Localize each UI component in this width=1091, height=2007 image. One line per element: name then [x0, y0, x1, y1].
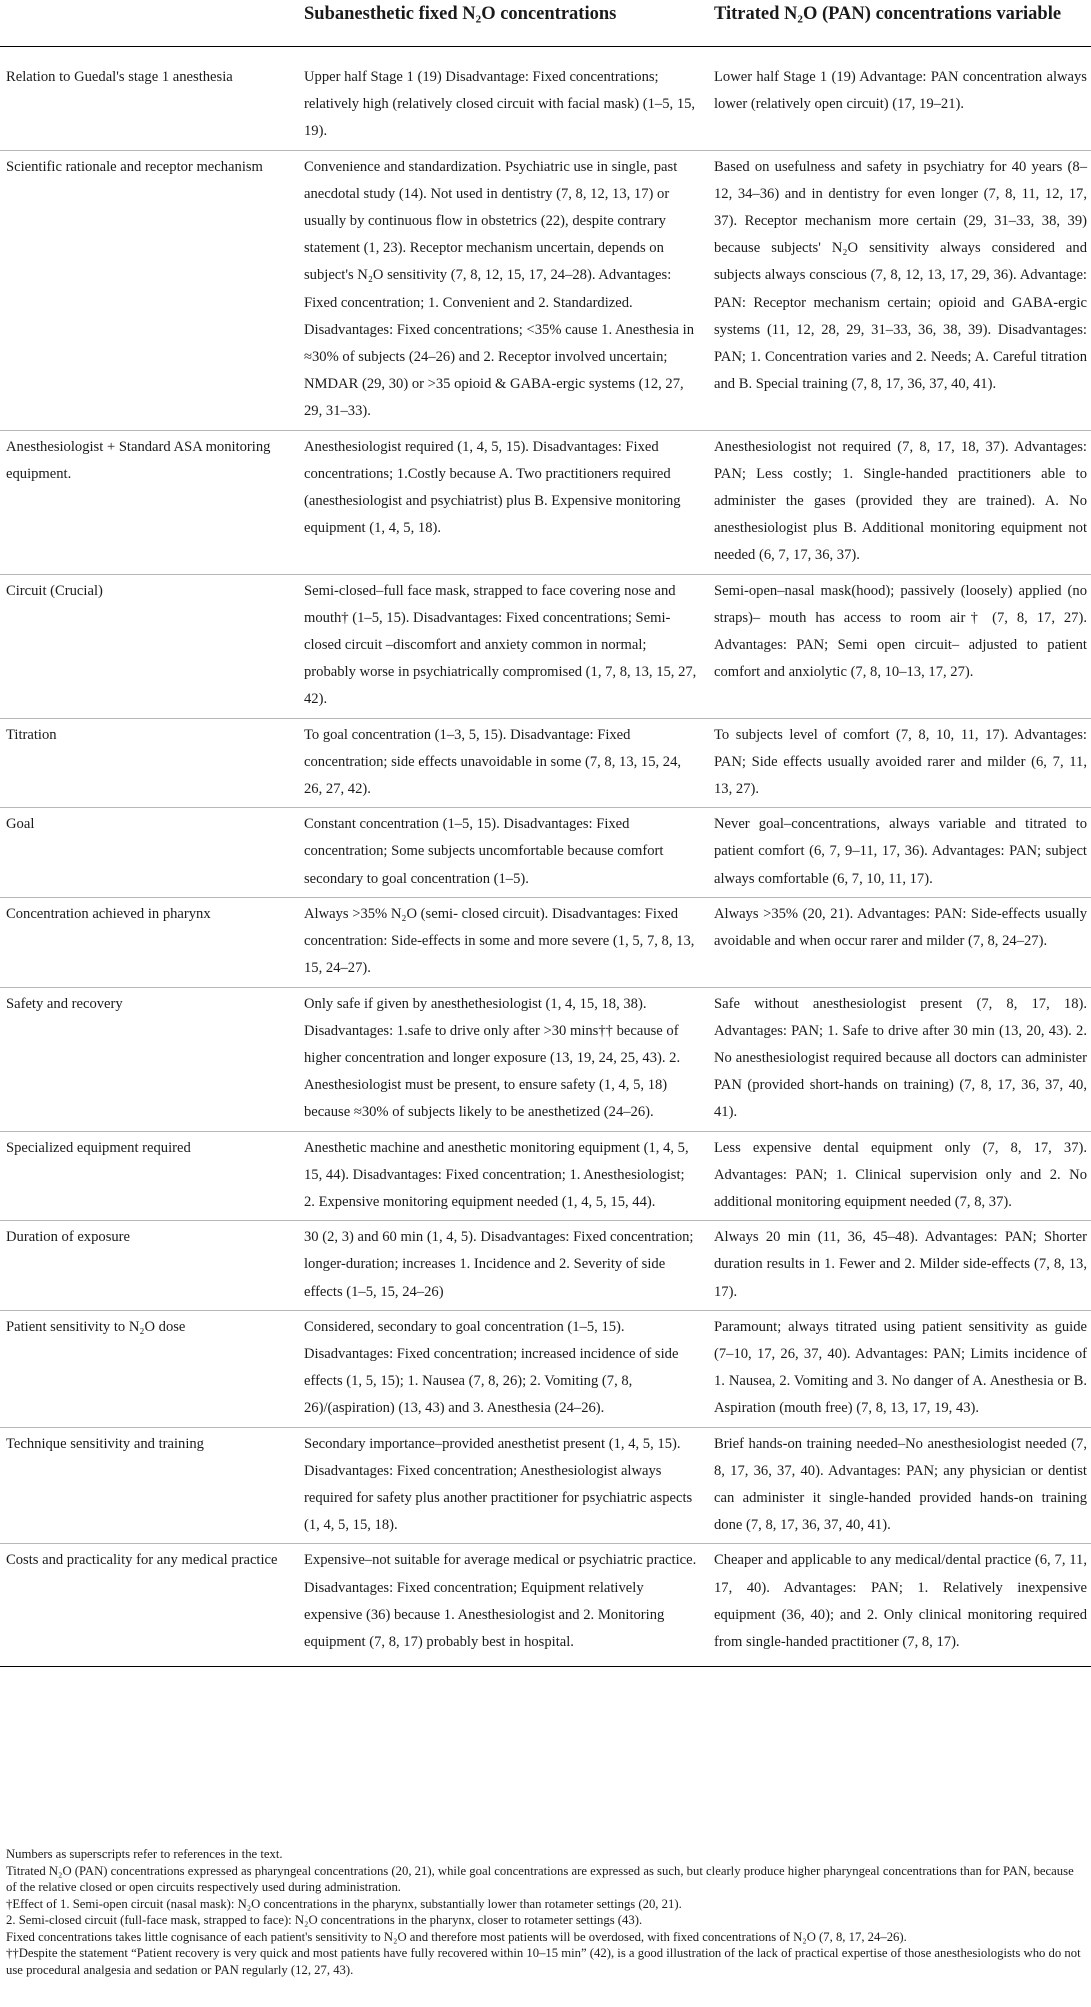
table-row — [0, 987, 1091, 1131]
titrated-concentration-cell: Always >35% (20, 21). Advantages: PAN: Side-effects usually avoidable and when occur rarer and milder (7, 8, 24–27). — [708, 897, 1091, 987]
titrated-concentration-cell: Safe without anesthesiologist present (7, 8, 17, 18). Advantages: PAN; 1. Safe to drive after 30 min (13, 20, 43). 2. No anesthesiologist required because all doctors can administer PAN (provided short-hands on training) (7, 8, 17, 36, 37, 40, 41). — [708, 987, 1091, 1131]
fixed-concentration-cell: 30 (2, 3) and 60 min (1, 4, 5). Disadvantages: Fixed concentration; longer-duration; increases 1. Incidence and 2. Severity of side effects (1–5, 15, 24–26) — [298, 1221, 708, 1311]
table-header-row — [0, 0, 1091, 47]
table-row — [0, 574, 1091, 718]
titrated-concentration-cell: To subjects level of comfort (7, 8, 10, 11, 17). Advantages: PAN; Side effects usually avoided rarer and milder (6, 7, 11, 13, 27). — [708, 718, 1091, 808]
footnote: Numbers as superscripts refer to references in the text. — [6, 1847, 283, 1861]
row-label: Duration of exposure — [0, 1221, 298, 1311]
fixed-concentration-cell: Convenience and standardization. Psychiatric use in single, past anecdotal study (14). Not used in dentistry (7, 8, 12, 13, 17) or usually by continuous flow in obstetrics (22), despite contrary statement (1, 23). Receptor mechanism uncertain, depends on subject's N₂O sensitivity (7, 8, 12, 15, 17, 24–28). Advantages: Fixed concentration; 1. Convenient and 2. Standardized. Disadvantages: Fixed concentrations; <35% cause 1. Anesthesia in ≈30% of subjects (24–26) and 2. Receptor involved uncertain; NMDAR (29, 30) or >35 opioid & GABA-ergic systems (12, 27, 29, 31–33). — [298, 150, 708, 430]
row-label: Concentration achieved in pharynx — [0, 897, 298, 987]
row-label: Relation to Guedal's stage 1 anesthesia — [0, 47, 298, 151]
table-row — [0, 718, 1091, 808]
fixed-concentration-cell: Secondary importance–provided anesthetist present (1, 4, 5, 15). Disadvantages: Fixed concentration; Anesthesiologist always required for safety plus another practitioner for psychiatric aspects (1, 4, 5, 15, 18). — [298, 1427, 708, 1544]
fixed-concentration-cell: Anesthesiologist required (1, 4, 5, 15). Disadvantages: Fixed concentrations; 1.Costly because A. Two practitioners required (anesthesiologist and psychiatrist) plus B. Expensive monitoring equipment (1, 4, 5, 18). — [298, 430, 708, 574]
table-row — [0, 1221, 1091, 1311]
row-label: Anesthesiologist + Standard ASA monitoring equipment. — [0, 430, 298, 574]
header-titrated-concentrations: Titrated N₂O (PAN) concentrations variable — [708, 0, 1091, 47]
table-row — [0, 1427, 1091, 1544]
header-feature — [0, 0, 298, 47]
footnote: 2. Semi-closed circuit (full-face mask, strapped to face): N₂O concentrations in the pharynx, closer to rotameter settings (43). — [6, 1913, 643, 1927]
titrated-concentration-cell: Brief hands-on training needed–No anesthesiologist needed (7, 8, 17, 36, 37, 40). Advantages: PAN; any physician or dentist can administer it single-handed provided hands-on training done (7, 8, 17, 36, 37, 40, 41). — [708, 1427, 1091, 1544]
row-label: Titration — [0, 718, 298, 808]
table-row — [0, 150, 1091, 430]
titrated-concentration-cell: Semi-open–nasal mask(hood); passively (loosely) applied (no straps)– mouth has access to room air† (7, 8, 17, 27). Advantages: PAN; Semi open circuit– adjusted to patient comfort and anxiolytic (7, 8, 10–13, 17, 27). — [708, 574, 1091, 718]
footnote: ††Despite the statement “Patient recovery is very quick and most patients have fully recovered within 10–15 min” (42), is a good illustration of the lack of practical expertise of those anesthesiologists who do not use procedural analgesia and sedation or PAN regularly (12, 27, 43). — [6, 1946, 1081, 1977]
fixed-concentration-cell: Always >35% N₂O (semi- closed circuit). Disadvantages: Fixed concentration: Side-effects in some and more severe (1, 5, 7, 8, 13, 15, 24–27). — [298, 897, 708, 987]
fixed-concentration-cell: Only safe if given by anesthethesiologist (1, 4, 15, 18, 38). Disadvantages: 1.safe to drive only after >30 mins†† because of higher concentration and longer exposure (13, 19, 24, 25, 43). 2. Anesthesiologist must be present, to ensure safety (1, 4, 5, 18) because ≈30% of subjects likely to be anesthetized (24–26). — [298, 987, 708, 1131]
titrated-concentration-cell: Less expensive dental equipment only (7, 8, 17, 37). Advantages: PAN; 1. Clinical supervision only and 2. No additional monitoring equipment needed (7, 8, 37). — [708, 1131, 1091, 1221]
fixed-concentration-cell: Constant concentration (1–5, 15). Disadvantages: Fixed concentration; Some subjects uncomfortable because comfort secondary to goal concentration (1–5). — [298, 808, 708, 898]
row-label: Technique sensitivity and training — [0, 1427, 298, 1544]
table-body — [0, 47, 1091, 1667]
footnotes — [6, 1846, 1082, 1978]
titrated-concentration-cell: Anesthesiologist not required (7, 8, 17, 18, 37). Advantages: PAN; Less costly; 1. Single-handed practitioners able to administer the gases (provided they are trained). A. No anesthesiologist plus B. Additional monitoring equipment not needed (6, 7, 17, 36, 37). — [708, 430, 1091, 574]
footnote: Fixed concentrations takes little cognisance of each patient's sensitivity to N₂O and therefore most patients will be overdosed, with fixed concentrations of N₂O (7, 8, 17, 24–26). — [6, 1929, 907, 1944]
fixed-concentration-cell: Semi-closed–full face mask, strapped to face covering nose and mouth† (1–5, 15). Disadvantages: Fixed concentrations; Semi-closed circuit –discomfort and anxiety common in normal; probably worse in psychiatrically compromised (1, 7, 8, 13, 15, 27, 42). — [298, 574, 708, 718]
footnote: †Effect of 1. Semi-open circuit (nasal mask): N₂O concentrations in the pharynx, substantially lower than rotameter settings (20, 21). — [6, 1896, 682, 1911]
row-label: Safety and recovery — [0, 987, 298, 1131]
row-label: Circuit (Crucial) — [0, 574, 298, 718]
footnote: Titrated N₂O (PAN) concentrations expressed as pharyngeal concentrations (20, 21), while goal concentrations are expressed as such, but clearly produce higher pharyngeal concentrations than for PAN, because of the relative closed or open circuits respectively used during administration. — [6, 1863, 1074, 1894]
header-fixed-concentrations: Subanesthetic fixed N₂O concentrations — [298, 0, 708, 47]
row-label: Scientific rationale and receptor mechanism — [0, 150, 298, 430]
titrated-concentration-cell: Paramount; always titrated using patient sensitivity as guide (7–10, 17, 26, 37, 40). Advantages: PAN; Limits incidence of 1. Nausea, 2. Vomiting and 3. No danger of A. Anesthesia or B. Aspiration (mouth free) (7, 8, 13, 17, 19, 43). — [708, 1310, 1091, 1427]
row-label: Costs and practicality for any medical practice — [0, 1544, 298, 1667]
table-row — [0, 1131, 1091, 1221]
table-row — [0, 808, 1091, 898]
row-label: Specialized equipment required — [0, 1131, 298, 1221]
titrated-concentration-cell: Lower half Stage 1 (19) Advantage: PAN concentration always lower (relatively open circuit) (17, 19–21). — [708, 47, 1091, 151]
table-row — [0, 47, 1091, 151]
titrated-concentration-cell: Cheaper and applicable to any medical/dental practice (6, 7, 11, 17, 40). Advantages: PAN; 1. Relatively inexpensive equipment (36, 40); and 2. Only clinical monitoring required from single-handed practitioner (7, 8, 17). — [708, 1544, 1091, 1667]
table-row — [0, 1544, 1091, 1667]
fixed-concentration-cell: Expensive–not suitable for average medical or psychiatric practice. Disadvantages: Fixed concentration; Equipment relatively expensive (36) because 1. Anesthesiologist and 2. Monitoring equipment (7, 8, 17) probably best in hospital. — [298, 1544, 708, 1667]
fixed-concentration-cell: Upper half Stage 1 (19) Disadvantage: Fixed concentrations; relatively high (relatively closed circuit with facial mask) (1–5, 15, 19). — [298, 47, 708, 151]
fixed-concentration-cell: Considered, secondary to goal concentration (1–5, 15). Disadvantages: Fixed concentration; increased incidence of side effects (1, 5, 15); 1. Nausea (7, 8, 26); 2. Vomiting (7, 8, 26)/(aspiration) (13, 43) and 3. Anesthesia (24–26). — [298, 1310, 708, 1427]
table-row — [0, 430, 1091, 574]
row-label: Goal — [0, 808, 298, 898]
table-row — [0, 897, 1091, 987]
fixed-concentration-cell: To goal concentration (1–3, 5, 15). Disadvantage: Fixed concentration; side effects unavoidable in some (7, 8, 13, 15, 24, 26, 27, 42). — [298, 718, 708, 808]
titrated-concentration-cell: Based on usefulness and safety in psychiatry for 40 years (8–12, 34–36) and in dentistry for even longer (7, 8, 11, 12, 17, 37). Receptor mechanism more certain (29, 31–33, 38, 39) because subjects' N₂O sensitivity always considered and subjects always conscious (7, 8, 12, 13, 17, 29, 36). Advantage: PAN: Receptor mechanism certain; opioid and GABA-ergic systems (11, 12, 28, 29, 31–33, 36, 38, 39). Disadvantages: PAN; 1. Concentration varies and 2. Needs; A. Careful titration and B. Special training (7, 8, 17, 36, 37, 40, 41). — [708, 150, 1091, 430]
row-label: Patient sensitivity to N₂O dose — [0, 1310, 298, 1427]
table-row — [0, 1310, 1091, 1427]
titrated-concentration-cell: Never goal–concentrations, always variable and titrated to patient comfort (6, 7, 9–11, 17, 36). Advantages: PAN; subject always comfortable (6, 7, 10, 11, 17). — [708, 808, 1091, 898]
titrated-concentration-cell: Always 20 min (11, 36, 45–48). Advantages: PAN; Shorter duration results in 1. Fewer and 2. Milder side-effects (7, 8, 13, 17). — [708, 1221, 1091, 1311]
fixed-concentration-cell: Anesthetic machine and anesthetic monitoring equipment (1, 4, 5, 15, 44). Disadvantages: Fixed concentration; 1. Anesthesiologist; 2. Expensive monitoring equipment needed (1, 4, 5, 15, 44). — [298, 1131, 708, 1221]
